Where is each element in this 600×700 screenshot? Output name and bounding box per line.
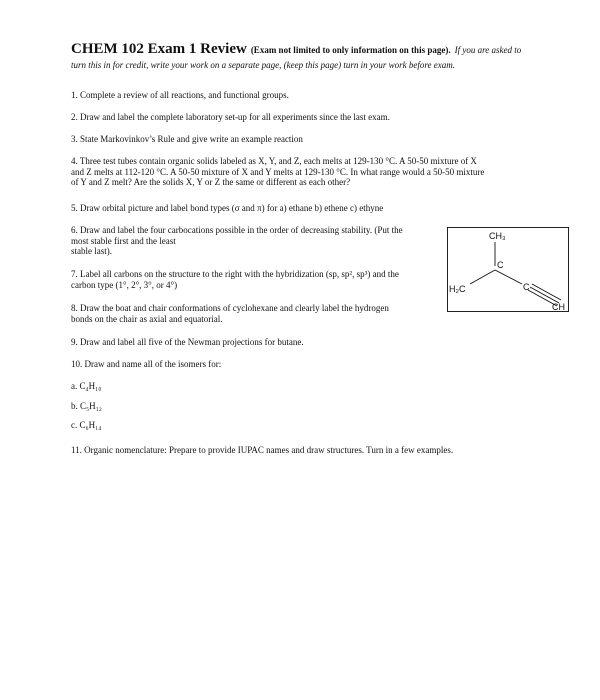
question-6-line2: most stable first and the least — [71, 235, 176, 246]
question-8-line2: bonds on the chair as axial and equatorial. — [71, 313, 223, 324]
label-c-top: C — [497, 260, 504, 270]
question-11: 11. Organic nomenclature: Prepare to provide IUPAC names and draw structures. Turn in a few examples. — [71, 445, 454, 455]
question-9: 9. Draw and label all five of the Newman projections for butane. — [71, 337, 304, 347]
triple-bond-line-3 — [532, 284, 561, 300]
question-4-line2: and Z melts at 112-120 °C. A 50-50 mixture of X and Y melts at 129-130 °C. In what range would a 50-50 mixture — [71, 166, 485, 177]
triple-bond-line-2 — [530, 287, 559, 303]
question-6-line1: 6. Draw and label the four carbocations possible in the order of decreasing stability. (Put the — [71, 225, 403, 235]
question-4-line1: 4. Three test tubes contain organic solids labeled as X, Y, and Z, each melts at 129-130 °C. A 50-50 mixture of X — [71, 156, 477, 166]
instructions-line2: turn this in for credit, write your work on a separate page, (keep this page) turn in your work before exam. — [71, 60, 456, 70]
question-10: 10. Draw and name all of the isomers for: — [71, 359, 222, 369]
structure-diagram — [448, 228, 568, 311]
label-ch: CH — [552, 302, 565, 311]
question-2: 2. Draw and label the complete laboratory set-up for all experiments since the last exam. — [71, 112, 390, 122]
title-note: (Exam not limited to only information on this page). — [250, 45, 451, 55]
question-10b: b. C₅H₁₂ — [71, 401, 102, 411]
question-6-line3: stable last). — [71, 246, 112, 256]
bond-c-c — [495, 270, 522, 284]
question-8-line1: 8. Draw the boat and chair conformations of cyclohexane and clearly label the hydrogen — [71, 303, 389, 313]
bond-c-h2c — [470, 270, 495, 284]
page-title: CHEM 102 Exam 1 Review — [71, 41, 247, 57]
label-ch3: CH₃ — [489, 231, 506, 241]
question-7 — [71, 269, 399, 290]
question-3: 3. State Markovinkov’s Rule and give write an example reaction — [71, 134, 303, 144]
question-7-line1: 7. Label all carbons on the structure to the right with the hybridization (sp, sp², sp³) and the — [71, 269, 399, 279]
question-4-line3: of Y and Z melt? Are the solids X, Y or Z the same or different as each other? — [71, 177, 351, 187]
question-4 — [71, 156, 484, 188]
question-1: 1. Complete a review of all reactions, and functional groups. — [71, 90, 289, 100]
question-7-line2: carbon type (1°, 2°, 3°, or 4°) — [71, 279, 178, 290]
header — [71, 42, 541, 72]
question-10a: a. C₄H₁₀ — [71, 381, 102, 391]
question-8 — [71, 303, 389, 324]
question-6 — [71, 225, 403, 257]
label-h2c: H₂C — [449, 284, 466, 294]
label-c-mid: C — [523, 282, 530, 292]
structure-box — [447, 227, 569, 312]
question-10c: c. C₆H₁₄ — [71, 420, 102, 430]
instructions-line1: If you are asked to — [454, 45, 522, 55]
question-5: 5. Draw orbital picture and label bond types (σ and π) for a) ethane b) ethene c) ethyne — [71, 203, 384, 213]
